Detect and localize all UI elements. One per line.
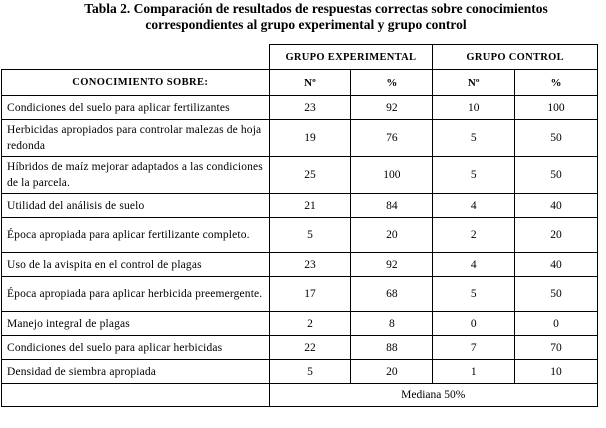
header-ctl-n: Nº <box>433 70 515 96</box>
header-exp-n: Nº <box>269 70 351 96</box>
ctl-n-cell: 4 <box>433 253 515 277</box>
results-table <box>1 44 598 407</box>
table-row <box>2 194 598 218</box>
footer-row <box>2 384 598 407</box>
header-grupo-experimental: GRUPO EXPERIMENTAL <box>269 45 433 70</box>
header-grupo-control: GRUPO CONTROL <box>433 45 598 70</box>
topic-cell: Híbridos de maíz mejorar adaptados a las condiciones de la parcela. <box>2 157 270 194</box>
topic-cell: Época apropiada para aplicar fertilizante completo. <box>2 218 270 253</box>
exp-n-cell: 22 <box>269 336 351 360</box>
exp-n-cell: 21 <box>269 194 351 218</box>
table-row <box>2 336 598 360</box>
topic-cell: Densidad de siembra apropiada <box>2 360 270 384</box>
ctl-n-cell: 5 <box>433 120 515 157</box>
topic-cell: Uso de la avispita en el control de plagas <box>2 253 270 277</box>
exp-n-cell: 5 <box>269 360 351 384</box>
exp-n-cell: 25 <box>269 157 351 194</box>
ctl-pct-cell: 100 <box>515 96 598 120</box>
exp-pct-cell: 20 <box>351 360 433 384</box>
median-cell: Mediana 50% <box>269 384 597 407</box>
table-row <box>2 253 598 277</box>
header-blank-cell <box>2 45 270 70</box>
table-row <box>2 312 598 336</box>
exp-n-cell: 19 <box>269 120 351 157</box>
ctl-pct-cell: 10 <box>515 360 598 384</box>
ctl-pct-cell: 40 <box>515 253 598 277</box>
exp-pct-cell: 92 <box>351 96 433 120</box>
ctl-pct-cell: 40 <box>515 194 598 218</box>
topic-cell: Herbicidas apropiados para controlar malezas de hoja redonda <box>2 120 270 157</box>
exp-n-cell: 23 <box>269 253 351 277</box>
header-ctl-pct: % <box>515 70 598 96</box>
ctl-n-cell: 5 <box>433 277 515 312</box>
topic-cell: Utilidad del análisis de suelo <box>2 194 270 218</box>
exp-n-cell: 23 <box>269 96 351 120</box>
table-title <box>0 1 606 33</box>
ctl-pct-cell: 50 <box>515 157 598 194</box>
exp-n-cell: 17 <box>269 277 351 312</box>
exp-pct-cell: 88 <box>351 336 433 360</box>
table-row <box>2 360 598 384</box>
footer-blank-cell <box>2 384 270 407</box>
ctl-n-cell: 10 <box>433 96 515 120</box>
exp-pct-cell: 84 <box>351 194 433 218</box>
topic-cell: Condiciones del suelo para aplicar fertilizantes <box>2 96 270 120</box>
header-exp-pct: % <box>351 70 433 96</box>
ctl-n-cell: 4 <box>433 194 515 218</box>
table-row <box>2 157 598 194</box>
ctl-n-cell: 7 <box>433 336 515 360</box>
ctl-pct-cell: 0 <box>515 312 598 336</box>
topic-cell: Manejo integral de plagas <box>2 312 270 336</box>
exp-pct-cell: 8 <box>351 312 433 336</box>
ctl-n-cell: 5 <box>433 157 515 194</box>
exp-pct-cell: 100 <box>351 157 433 194</box>
exp-pct-cell: 68 <box>351 277 433 312</box>
table-title-line-2: correspondientes al grupo experimental y grupo control <box>145 17 467 32</box>
ctl-pct-cell: 20 <box>515 218 598 253</box>
table-title-line-1: Tabla 2. Comparación de resultados de respuestas correctas sobre conocimientos <box>84 1 548 16</box>
ctl-pct-cell: 50 <box>515 120 598 157</box>
exp-n-cell: 5 <box>269 218 351 253</box>
ctl-pct-cell: 70 <box>515 336 598 360</box>
header-conocimiento: CONOCIMIENTO SOBRE: <box>2 70 270 96</box>
ctl-n-cell: 1 <box>433 360 515 384</box>
exp-pct-cell: 76 <box>351 120 433 157</box>
ctl-n-cell: 2 <box>433 218 515 253</box>
exp-pct-cell: 20 <box>351 218 433 253</box>
table-row <box>2 277 598 312</box>
topic-cell: Época apropiada para aplicar herbicida preemergente. <box>2 277 270 312</box>
exp-n-cell: 2 <box>269 312 351 336</box>
table-row <box>2 96 598 120</box>
ctl-pct-cell: 50 <box>515 277 598 312</box>
exp-pct-cell: 92 <box>351 253 433 277</box>
table-row <box>2 120 598 157</box>
ctl-n-cell: 0 <box>433 312 515 336</box>
topic-cell: Condiciones del suelo para aplicar herbicidas <box>2 336 270 360</box>
table-row <box>2 218 598 253</box>
